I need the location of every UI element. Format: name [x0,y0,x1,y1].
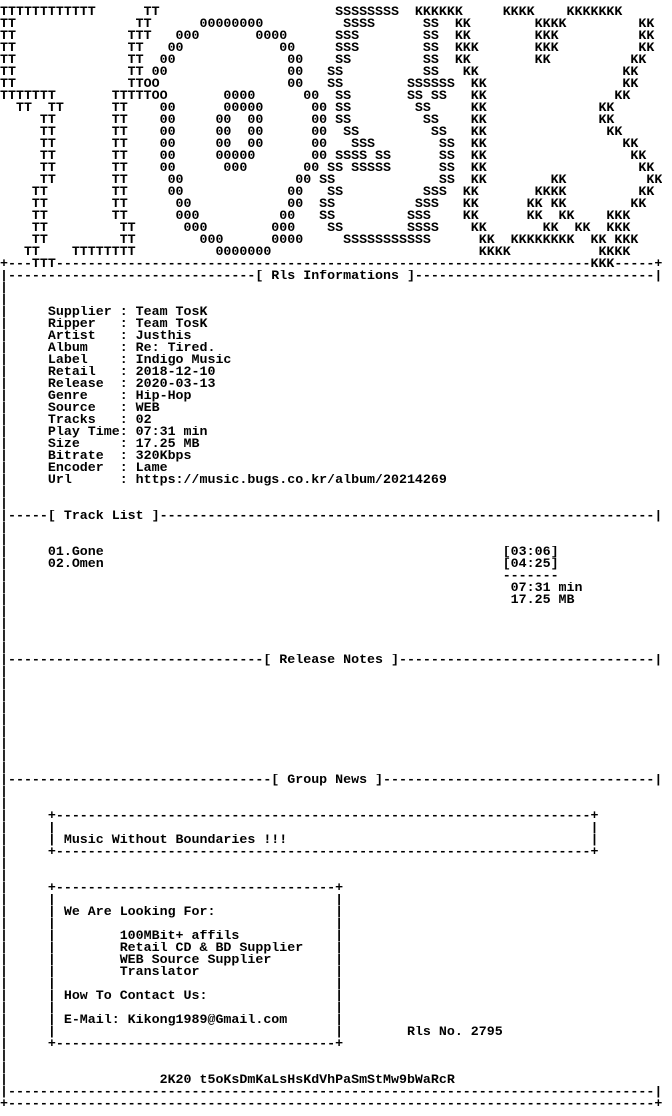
nfo-line: | [0,726,8,738]
nfo-line: TT TT 00000000 SSSS SS KK KKKK KK [0,18,655,30]
nfo-line: | Album : Re: Tired. [0,342,216,354]
nfo-line: TT TT 00 00 SS SSS KK KK KK KK [0,198,647,210]
nfo-line: | | Translator | [0,966,344,978]
nfo-line: TTTTTTT TTTTTOO 0000 00 SS SS SS KK KK [0,90,631,102]
nfo-line: |---------------------------------------------------------------------------------| [0,1086,663,1098]
nfo-line: |-----[ Track List ]--------------------------------------------------------------| [0,510,663,522]
nfo-line: TT TT 000 00 SS SSS KK KK KK KKK [0,210,631,222]
nfo-line: TT TT 00 00 SS SSS KK KKKK KK [0,186,655,198]
nfo-line: | Tracks : 02 [0,414,152,426]
nfo-line: | +-------------------------------------------------------------------+ [0,810,599,822]
nfo-line: | [0,690,8,702]
nfo-line: | | Music Without Boundaries !!! | [0,834,599,846]
nfo-line: TTTTTTTTTTTT TT SSSSSSSS KKKKKK KKKK KKKKKKK [0,6,623,18]
nfo-line: TT TT 00 00 SS SS KK KK [0,66,639,78]
nfo-line: TT TT 00 00000 00 SSSS SS SS KK KK [0,150,647,162]
nfo-line: | 01.Gone [03:06] [0,546,559,558]
nfo-line: | [0,678,8,690]
nfo-line: | [0,282,8,294]
nfo-line: | Release : 2020-03-13 [0,378,216,390]
nfo-line: | [0,858,8,870]
nfo-line: | [0,642,8,654]
nfo-line: | [0,714,8,726]
nfo-line: | Play Time: 07:31 min [0,426,208,438]
nfo-line: | +-----------------------------------+ [0,1038,344,1050]
nfo-line: | Artist : Justhis [0,330,192,342]
nfo-line: |---------------------------------[ Group News ]----------------------------------| [0,774,663,786]
nfo-line: TT TT 000 000 SS SSSS KK KK KK KKK [0,222,631,234]
nfo-line: | | | [0,978,344,990]
nfo-line: | [0,1062,8,1074]
nfo-line: | +-----------------------------------+ [0,882,344,894]
nfo-line: TT TT 00 00 SSS SS KKK KKK KK [0,42,655,54]
nfo-line: TT TT 00 00 00 00 SSS SS KK KK [0,138,639,150]
nfo-line: | Genre : Hip-Hop [0,390,192,402]
nfo-line: | Bitrate : 320Kbps [0,450,192,462]
nfo-line: | | WEB Source Supplier | [0,954,344,966]
nfo-line: | | | [0,1002,344,1014]
nfo-line: | | | Rls No. 2795 [0,1026,503,1038]
nfo-line: | Label : Indigo Music [0,354,232,366]
nfo-line: | 2K20 t5oKsDmKaLsHsKdVhPaSmStMw9bWaRcR [0,1074,455,1086]
nfo-line: | [0,522,8,534]
nfo-line: | | | [0,918,344,930]
nfo-line: |--------------------------------[ Release Notes ]--------------------------------| [0,654,663,666]
nfo-line: | | How To Contact Us: | [0,990,344,1002]
nfo-line: | +-------------------------------------------------------------------+ [0,846,599,858]
nfo-line: | | E-Mail: Kikong1989@Gmail.com | [0,1014,344,1026]
nfo-line: | [0,762,8,774]
nfo-line: TT TT 00 00 SS SS KK KK KK [0,174,663,186]
nfo-line: TT TTOO 00 SS SSSSSS KK KK [0,78,639,90]
nfo-line: | | Retail CD & BD Supplier | [0,942,344,954]
nfo-line: | 17.25 MB [0,594,575,606]
nfo-line: TT TT 00 000 00 SS SSSSS SS KK KK [0,162,655,174]
nfo-line: | [0,702,8,714]
nfo-line: | | 100MBit+ affils | [0,930,344,942]
nfo-line: TT TT 000 0000 SSSSSSSSSSS KK KKKKKKKK KK KKK [0,234,639,246]
nfo-line: | | | [0,894,344,906]
nfo-line: | Url : https://music.bugs.co.kr/album/20214269 [0,474,447,486]
nfo-line: +---------------------------------------------------------------------------------+ [0,1098,663,1110]
nfo-line: | [0,1050,8,1062]
nfo-line: | Retail : 2018-12-10 [0,366,216,378]
nfo-text-document [0,6,662,1110]
nfo-line: TT TTTTTTTT 0000000 KKKK KKKK [0,246,631,258]
nfo-line: | [0,738,8,750]
nfo-line: | Size : 17.25 MB [0,438,200,450]
nfo-line: | [0,750,8,762]
nfo-line: | 07:31 min [0,582,583,594]
nfo-line: TT TT TT 00 00000 00 SS SS KK KK [0,102,615,114]
nfo-line: | [0,498,8,510]
nfo-line: +---TTT-------------------------------------------------------------------KKK-----+ [0,258,663,270]
nfo-line: | Supplier : Team TosK [0,306,208,318]
nfo-line: |-------------------------------[ Rls Informations ]------------------------------| [0,270,663,282]
nfo-line: | [0,798,8,810]
nfo-line: | ------- [0,570,559,582]
nfo-line: | [0,870,8,882]
nfo-line: | [0,534,8,546]
nfo-line: | [0,630,8,642]
nfo-line: | [0,666,8,678]
nfo-line: TT TT 00 00 00 00 SS SS KK KK [0,126,623,138]
nfo-line: | [0,618,8,630]
nfo-line: | [0,786,8,798]
nfo-line: | Encoder : Lame [0,462,168,474]
nfo-line: TT TTT 000 0000 SSS SS KK KKK KK [0,30,655,42]
nfo-line: | | | [0,822,599,834]
nfo-line: | 02.Omen [04:25] [0,558,559,570]
nfo-line: TT TT 00 00 SS SS KK KK KK [0,54,647,66]
nfo-line: | Ripper : Team TosK [0,318,208,330]
nfo-line: | [0,486,8,498]
nfo-line: | | We Are Looking For: | [0,906,344,918]
nfo-line: TT TT 00 00 00 00 SS SS KK KK [0,114,615,126]
nfo-line: | [0,606,8,618]
nfo-line: | Source : WEB [0,402,160,414]
nfo-line: | [0,294,8,306]
